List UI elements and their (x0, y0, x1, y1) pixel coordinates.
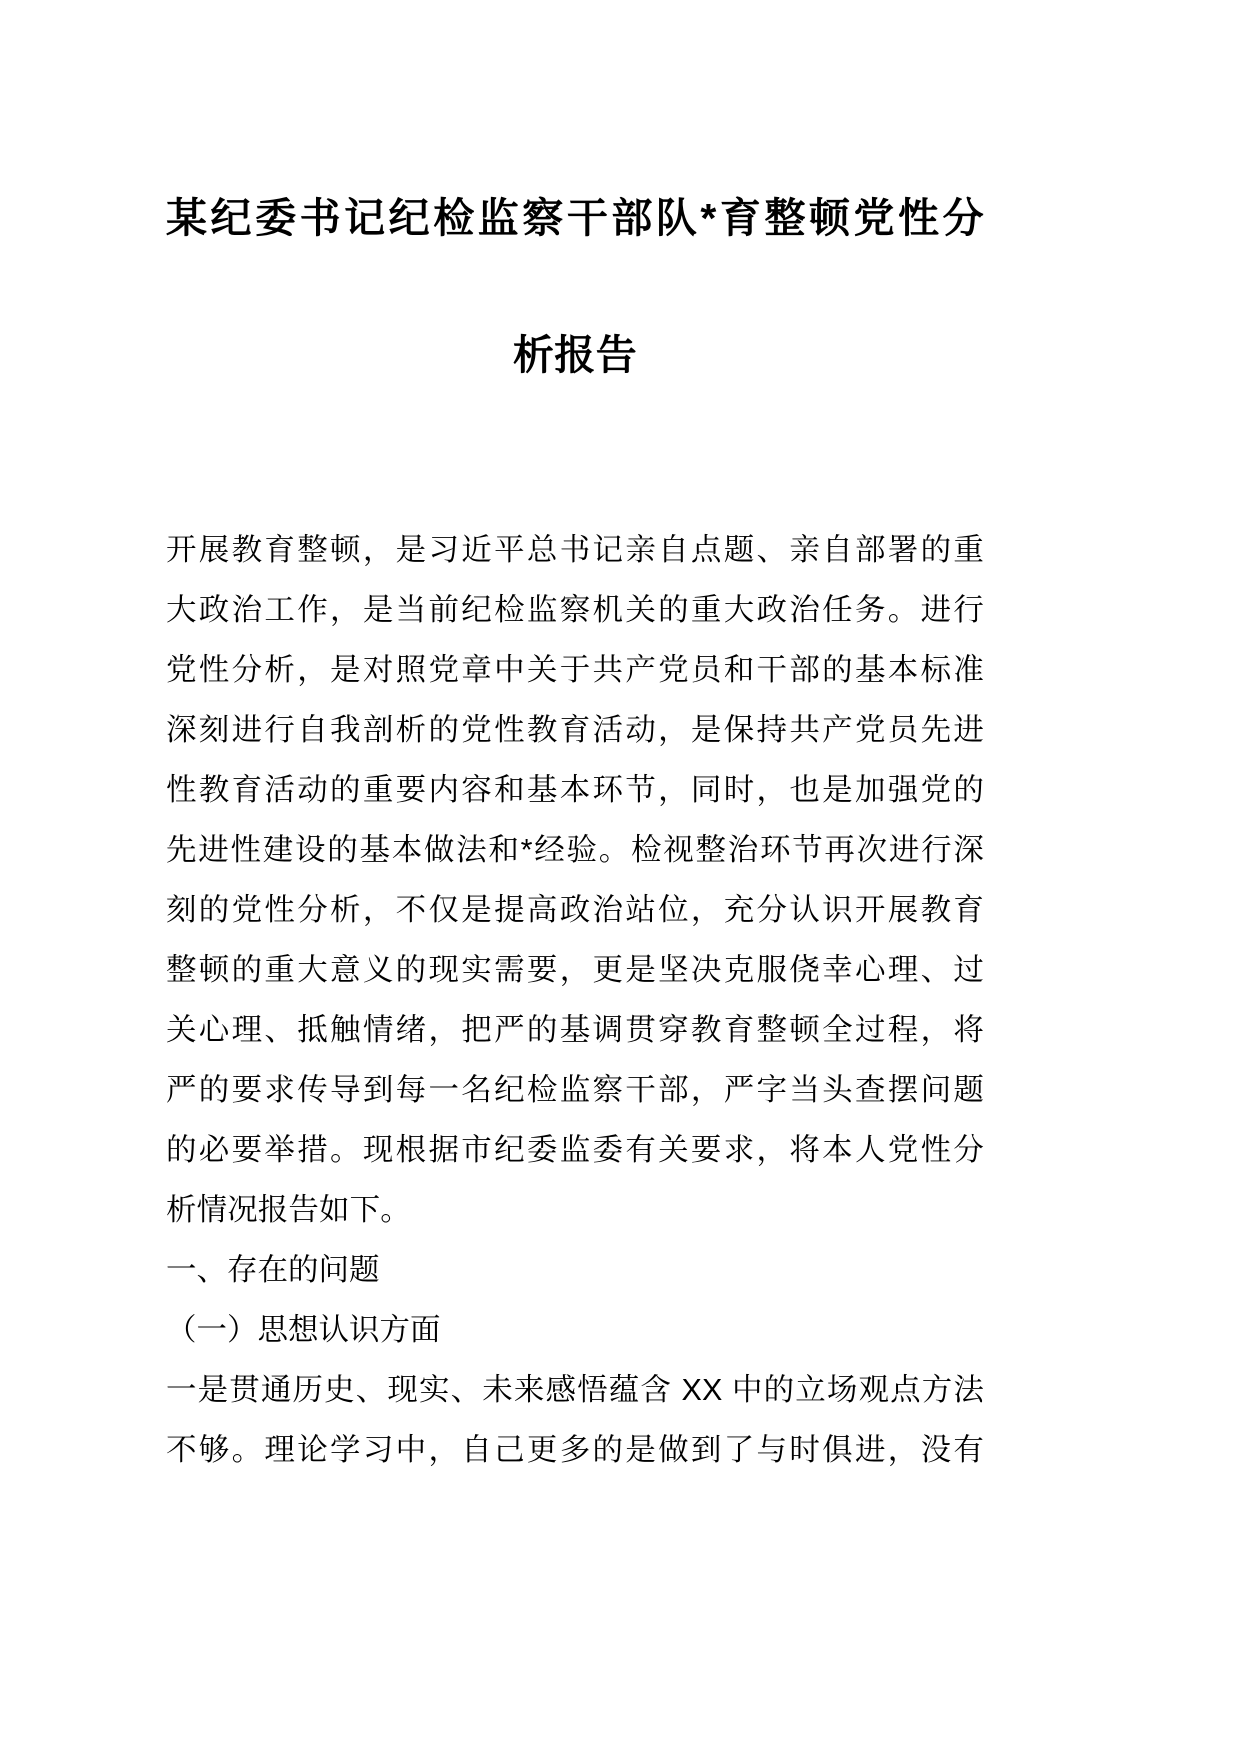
paragraph-line: 整顿的重大意义的现实需要，更是坚决克服侥幸心理、过 (166, 953, 984, 987)
paragraph-line: 刻的党性分析，不仅是提高政治站位，充分认识开展教育 (166, 893, 984, 927)
paragraph-line: 先进性建设的基本做法和*经验。检视整治环节再次进行深 (166, 833, 984, 867)
document-content (166, 0, 984, 1480)
paragraph-line: 不够。理论学习中，自己更多的是做到了与时俱进，没有 (166, 1433, 984, 1467)
page-title (166, 0, 984, 424)
paragraph-line: 开展教育整顿，是习近平总书记亲自点题、亲自部署的重 (166, 533, 984, 567)
title-spacer (166, 424, 984, 520)
paragraph-line: 党性分析，是对照党章中关于共产党员和干部的基本标准 (166, 653, 984, 687)
intro-paragraph (166, 520, 984, 1240)
subsection-paragraph (166, 1360, 984, 1480)
paragraph-line: 的必要举措。现根据市纪委监委有关要求，将本人党性分 (166, 1133, 984, 1167)
section-heading-existing-problems: 一、存在的问题 (166, 1253, 380, 1287)
paragraph-line: 深刻进行自我剖析的党性教育活动，是保持共产党员先进 (166, 713, 984, 747)
paragraph-line: 一是贯通历史、现实、未来感悟蕴含 XX 中的立场观点方法 (166, 1373, 984, 1407)
page-title-line-2: 析报告 (512, 332, 638, 378)
paragraph-line: 性教育活动的重要内容和基本环节，同时，也是加强党的 (166, 773, 984, 807)
paragraph-line: 析情况报告如下。 (166, 1193, 411, 1227)
subsection-heading-ideological-understanding: （一）思想认识方面 (166, 1313, 441, 1347)
paragraph-line: 严的要求传导到每一名纪检监察干部，严字当头查摆问题 (166, 1073, 984, 1107)
page-title-line-1: 某纪委书记纪检监察干部队*育整顿党性分 (166, 195, 984, 241)
paragraph-line: 关心理、抵触情绪，把严的基调贯穿教育整顿全过程，将 (166, 1013, 984, 1047)
paragraph-line: 大政治工作，是当前纪检监察机关的重大政治任务。进行 (166, 593, 984, 627)
